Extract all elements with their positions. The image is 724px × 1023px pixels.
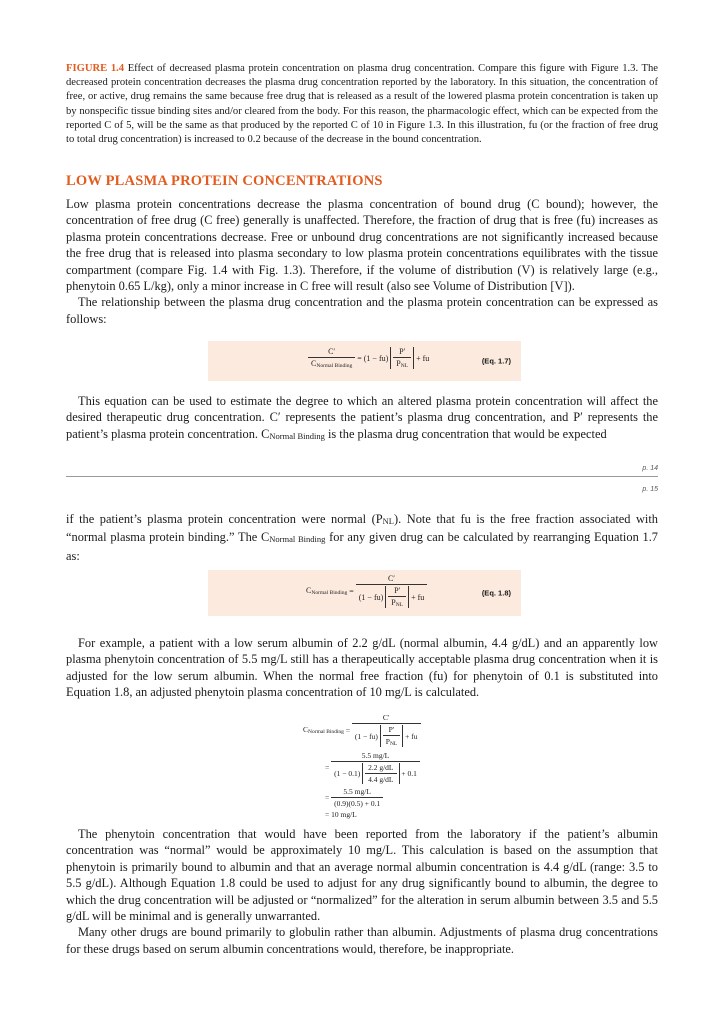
- paragraph-estimate: This equation can be used to estimate the degree to which an altered plasma protein concentration will affect the desired therapeutic drug concentration. C′ represents the patient’s plasma drug concentration, and P′ represents the patient’s plasma protein concentration. CNormal Binding is the plasma drug concentration that would be expected: [66, 394, 658, 441]
- figure-caption-text: Effect of decreased plasma protein concentration on plasma drug concentration. Compare this figure with Figure 1.3. The decreased protein concentration decreases the plasma drug concentration reported by the laboratory. In this situation, the concentration of free, or active, drug remains the same because free drug that is released as a result of the lowered plasma protein concentration is taken up by nonspecific tissue binding sites and/or cleared from the body. For this reason, the pharmacologic effect, which can be expected from the reported C of 5, will be the same as that produced by the reported C of 10 in Figure 1.3. In this illustration, fu (or the fraction of free drug to total drug concentration) is increased to 0.2 because of the decrease in the bound concentration.: [66, 63, 658, 146]
- equation-1-7-tag: (Eq. 1.7): [481, 356, 511, 366]
- body-block-4: [66, 635, 658, 701]
- calc-step-3: = $\frac{5.5 mg/L}{(0.9)(0.5) + 0.1}$: [325, 787, 383, 808]
- body-block-1: [66, 196, 658, 327]
- eq18-equals: =: [349, 586, 354, 596]
- paragraph-phenytoin: The phenytoin concentration that would have been reported from the laboratory if the patient’s albumin concentration was “normal” would be approximately 10 mg/L. This calculation is based on the assumption that phenytoin is primarily bound to albumin and that an average normal albumin concentration is 4.4 g/dL (range: 3.5 to 5.5 g/dL). Although Equation 1.8 could be used to adjust for any drug significantly bound to albumin, the degree to which the drug concentration will be adjusted or “normalized” for the alteration in serum albumin between 3.5 and 5.5 g/dL will be minimal and is generally unwarranted.: [66, 827, 658, 924]
- eq17-denominator: CNormal Binding: [311, 359, 353, 369]
- body-block-5: [66, 826, 658, 957]
- eq17-p-nl: PNL: [396, 359, 409, 369]
- paragraph-example: For example, a patient with a low serum albumin of 2.2 g/dL (normal albumin, 4.4 g/dL) and an apparently low plasma phenytoin concentration of 5.5 mg/L still has a therapeutically acceptable plasma drug concentration when it is adjusted for the low serum albumin. When the normal free fraction (fu) for phenytoin of 0.1 is substituted into Equation 1.8, an adjusted phenytoin plasma concentration of 10 mg/L is calculated.: [66, 636, 658, 700]
- body-block-2: [66, 393, 658, 444]
- eq18-lhs: CNormal Binding: [306, 586, 348, 596]
- calc-step-2: = 5.5 mg/L (1 − 0.1) $\frac{2.2 g/dL}{4.4 g/dL}$ + 0.1: [325, 751, 420, 784]
- eq17-p-prime: P′: [393, 347, 411, 358]
- figure-caption: [66, 62, 658, 147]
- eq18-numerator: C′: [356, 574, 428, 585]
- paragraph-intro: Low plasma protein concentrations decrease the plasma concentration of bound drug (C bound); however, the concentration of free drug (C free) generally is unaffected. Therefore, the fraction of drug that is free (fu) increases as plasma protein concentrations decrease. Free or unbound drug concentrations are not significantly increased because the free drug that is released into plasma secondary to low plasma protein concentrations equilibrates with the tissue compartment (compare Fig. 1.4 with Fig. 1.3). Therefore, if the volume of distribution (V) is relatively large (e.g., phenytoin 0.65 L/kg), only a minor increase in C free will result (also see Volume of Distribution [V]).: [66, 197, 658, 294]
- calc-result: = 10 mg/L: [325, 809, 357, 819]
- calc-step-1: CNormal Binding = C′ (1 − fu) $\frac{P'}{\text{PNL}}$ + fu: [303, 713, 421, 747]
- equation-1-7-box: [208, 341, 521, 381]
- figure-label: FIGURE 1.4: [66, 63, 125, 74]
- equation-1-7: [308, 347, 429, 369]
- eq17-one-minus-fu: = (1 − fu): [357, 353, 389, 363]
- body-block-3: [66, 511, 658, 564]
- paragraph-relationship: The relationship between the plasma drug concentration and the plasma protein concentration can be expressed as follows:: [66, 295, 658, 326]
- page-number-15: p. 15: [642, 486, 658, 493]
- eq17-bracket: [390, 347, 414, 369]
- equation-1-8: [306, 574, 427, 608]
- paragraph-globulin: Many other drugs are bound primarily to globulin rather than albumin. Adjustments of plasma drug concentrations for these drugs based on serum albumin concentrations would, therefore, be inappropriate.: [66, 925, 658, 956]
- eq17-plus-fu: + fu: [416, 353, 430, 363]
- section-heading: LOW PLASMA PROTEIN CONCENTRATIONS: [66, 173, 383, 189]
- page-number-14: p. 14: [642, 465, 658, 472]
- page-divider: [66, 476, 658, 477]
- eq18-denominator: (1 − fu) $\frac{P'}{\text{PNL}}$ + fu: [358, 586, 425, 608]
- eq17-numerator: C′: [308, 347, 355, 358]
- equation-1-8-box: [208, 570, 521, 616]
- paragraph-normal-protein: if the patient’s plasma protein concentration were normal (PNL). Note that fu is the free fraction associated with “normal plasma protein binding.” The CNormal Binding for any given drug can be calculated by rearranging Equation 1.7 as:: [66, 512, 659, 563]
- equation-1-8-tag: (Eq. 1.8): [481, 588, 511, 598]
